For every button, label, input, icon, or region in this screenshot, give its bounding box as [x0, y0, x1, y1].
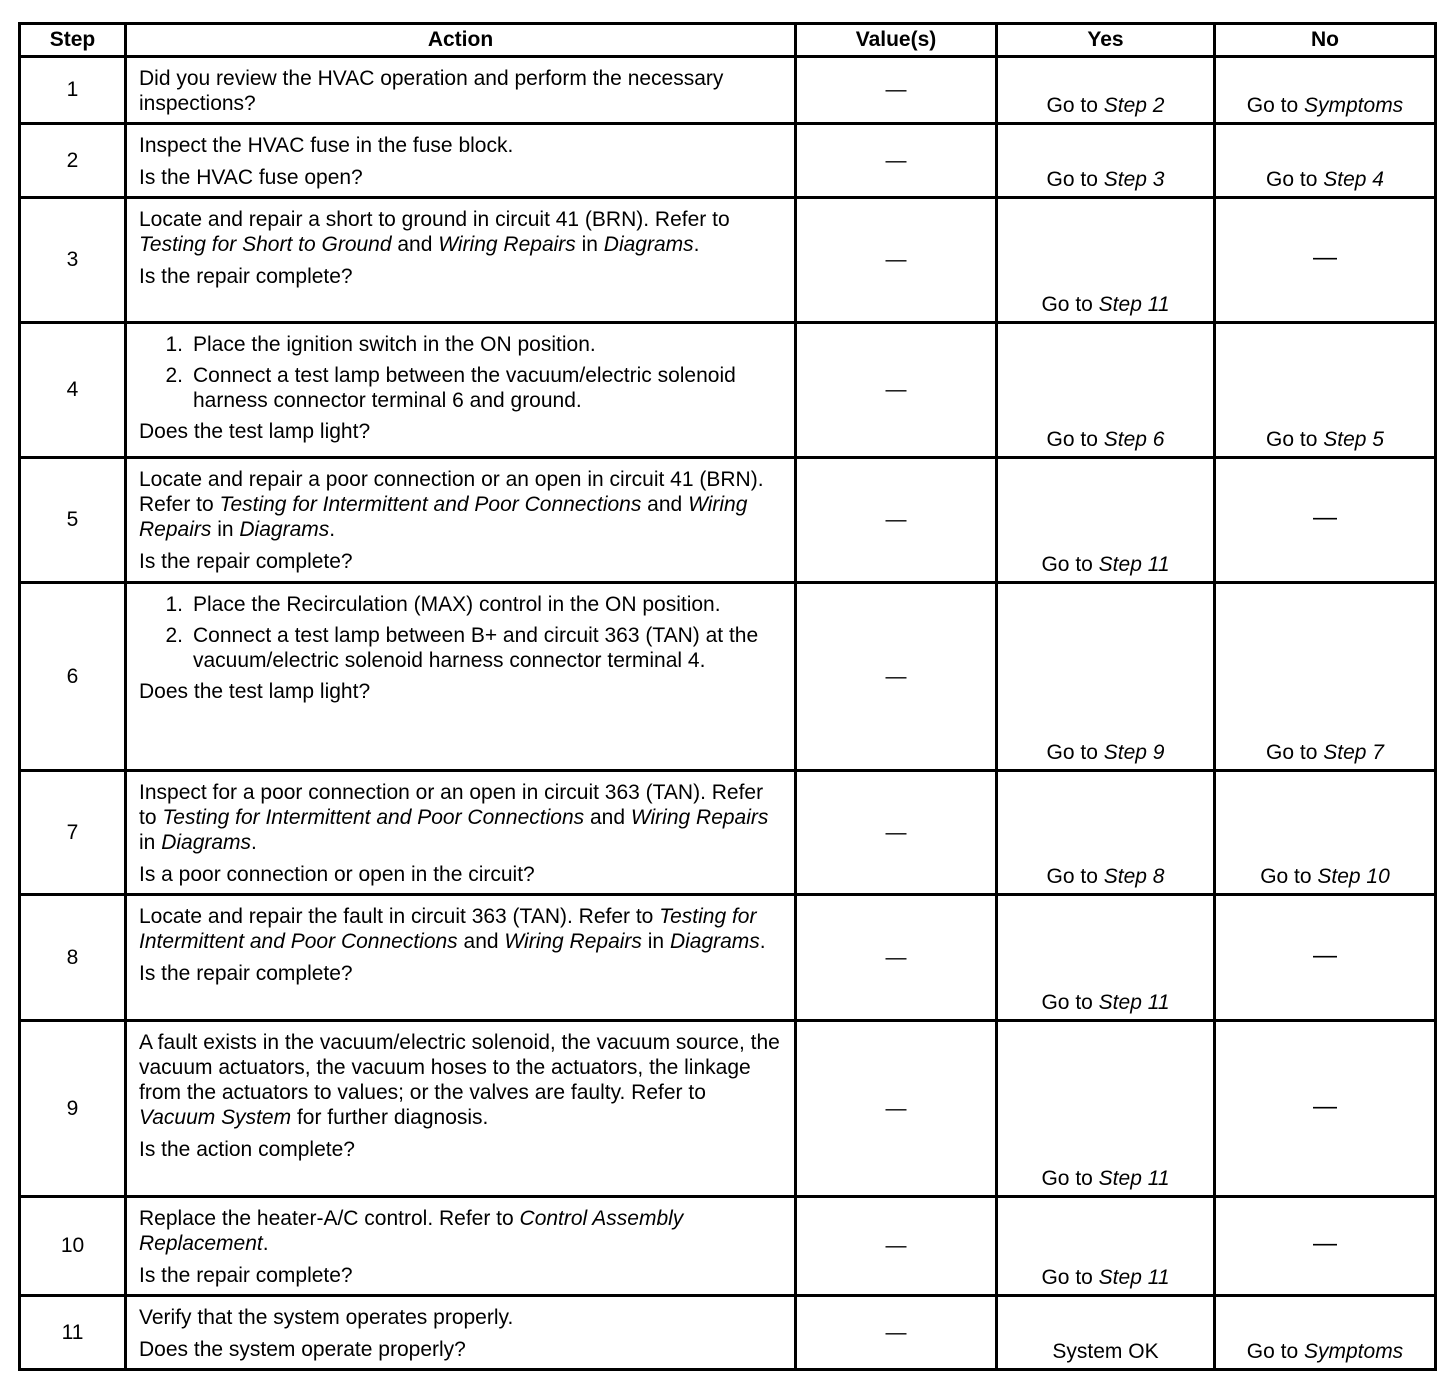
no-cell: Go to Step 5 — [1215, 323, 1436, 458]
table-row — [20, 1021, 1436, 1197]
no-cell: Go to Symptoms — [1215, 1296, 1436, 1370]
yes-cell: Go to Step 11 — [997, 895, 1215, 1021]
action-instruction: Connect a test lamp between the vacuum/electric solenoid harness connector terminal 6 and ground. — [193, 364, 736, 412]
action-instruction: Place the Recirculation (MAX) control in the ON position. — [193, 593, 721, 616]
yes-cell: Go to Step 9 — [997, 583, 1215, 771]
no-cell: — — [1215, 895, 1436, 1021]
action-question: Is a poor connection or open in the circuit? — [139, 863, 535, 886]
action-instruction: Connect a test lamp between B+ and circuit 363 (TAN) at the vacuum/electric solenoid harness connector terminal 4. — [193, 624, 759, 672]
action-cell — [126, 198, 796, 323]
no-cell: Go to Step 10 — [1215, 771, 1436, 895]
yes-cell: Go to Step 11 — [997, 198, 1215, 323]
value-cell: — — [796, 895, 997, 1021]
table-row — [20, 458, 1436, 583]
table-row — [20, 895, 1436, 1021]
no-cell: — — [1215, 1021, 1436, 1197]
table-row — [20, 198, 1436, 323]
action-cell — [126, 323, 796, 458]
action-text: Verify that the system operates properly. — [139, 1306, 514, 1329]
action-cell — [126, 1197, 796, 1296]
action-list-item — [139, 363, 784, 413]
step-number: 6 — [20, 583, 126, 771]
step-number: 5 — [20, 458, 126, 583]
list-number: 1. — [165, 593, 183, 616]
yes-cell: Go to Step 11 — [997, 1197, 1215, 1296]
diagnostic-table — [18, 22, 1437, 1371]
action-cell — [126, 124, 796, 198]
action-text: Replace the heater-A/C control. Refer to Control Assembly Replacement. — [139, 1207, 684, 1255]
list-number: 2. — [165, 624, 183, 647]
value-cell: — — [796, 57, 997, 124]
value-cell: — — [796, 458, 997, 583]
value-cell: — — [796, 771, 997, 895]
action-question: Is the repair complete? — [139, 550, 353, 573]
step-number: 3 — [20, 198, 126, 323]
value-cell: — — [796, 124, 997, 198]
no-cell: Go to Step 7 — [1215, 583, 1436, 771]
step-number: 7 — [20, 771, 126, 895]
action-list-item — [139, 623, 784, 673]
value-cell: — — [796, 1296, 997, 1370]
table-row — [20, 1197, 1436, 1296]
no-cell: — — [1215, 1197, 1436, 1296]
action-question: Does the test lamp light? — [139, 420, 371, 443]
yes-cell: Go to Step 11 — [997, 1021, 1215, 1197]
header-values: Value(s) — [796, 24, 997, 57]
value-cell: — — [796, 198, 997, 323]
action-question: Does the system operate properly? — [139, 1338, 466, 1361]
yes-cell: Go to Step 6 — [997, 323, 1215, 458]
step-number: 10 — [20, 1197, 126, 1296]
step-number: 11 — [20, 1296, 126, 1370]
step-number: 2 — [20, 124, 126, 198]
step-number: 9 — [20, 1021, 126, 1197]
action-question: Is the repair complete? — [139, 962, 353, 985]
list-number: 2. — [165, 364, 183, 387]
action-cell — [126, 458, 796, 583]
action-text: Inspect the HVAC fuse in the fuse block. — [139, 134, 514, 157]
action-list-item — [139, 592, 784, 617]
table-row — [20, 771, 1436, 895]
action-text: Locate and repair a short to ground in circuit 41 (BRN). Refer to Testing for Short to Ground and Wiring Repairs in Diagrams. — [139, 208, 730, 256]
action-cell — [126, 57, 796, 124]
header-action: Action — [126, 24, 796, 57]
value-cell: — — [796, 323, 997, 458]
yes-cell: Go to Step 2 — [997, 57, 1215, 124]
step-number: 1 — [20, 57, 126, 124]
value-cell: — — [796, 1021, 997, 1197]
yes-cell: Go to Step 3 — [997, 124, 1215, 198]
action-text: Inspect for a poor connection or an open in circuit 363 (TAN). Refer to Testing for Intermittent and Poor Connections and Wiring Repairs in Diagrams. — [139, 781, 769, 854]
table-row — [20, 583, 1436, 771]
table-row — [20, 1296, 1436, 1370]
yes-cell: Go to Step 8 — [997, 771, 1215, 895]
table-row — [20, 124, 1436, 198]
action-question: Is the HVAC fuse open? — [139, 166, 363, 189]
action-list-item — [139, 332, 784, 357]
value-cell: — — [796, 1197, 997, 1296]
no-cell: — — [1215, 198, 1436, 323]
action-instruction: Place the ignition switch in the ON position. — [193, 333, 596, 356]
header-yes: Yes — [997, 24, 1215, 57]
no-cell: — — [1215, 458, 1436, 583]
action-question: Does the test lamp light? — [139, 680, 371, 703]
action-cell — [126, 771, 796, 895]
action-cell — [126, 895, 796, 1021]
value-cell: — — [796, 583, 997, 771]
action-cell — [126, 1296, 796, 1370]
action-text: Locate and repair a poor connection or an open in circuit 41 (BRN). Refer to Testing for Intermittent and Poor Connections and Wiring Repairs in Diagrams. — [139, 468, 764, 541]
step-number: 8 — [20, 895, 126, 1021]
yes-cell: Go to Step 11 — [997, 458, 1215, 583]
action-question: Is the action complete? — [139, 1138, 355, 1161]
action-question: Is the repair complete? — [139, 1264, 353, 1287]
action-cell — [126, 1021, 796, 1197]
step-number: 4 — [20, 323, 126, 458]
action-question: Is the repair complete? — [139, 265, 353, 288]
header-step: Step — [20, 24, 126, 57]
action-text: Did you review the HVAC operation and perform the necessary inspections? — [139, 67, 724, 115]
action-text: Locate and repair the fault in circuit 363 (TAN). Refer to Testing for Intermittent and Poor Connections and Wiring Repairs in Diagrams. — [139, 905, 766, 953]
header-no: No — [1215, 24, 1436, 57]
yes-cell: System OK — [997, 1296, 1215, 1370]
list-number: 1. — [165, 333, 183, 356]
action-text: A fault exists in the vacuum/electric solenoid, the vacuum source, the vacuum actuators, the vacuum hoses to the actuators, the linkage from the actuators to values; or the valves are faulty. Refer to Vacuum System for further diagnosis. — [139, 1031, 780, 1129]
table-row — [20, 323, 1436, 458]
no-cell: Go to Symptoms — [1215, 57, 1436, 124]
header-row — [20, 24, 1436, 57]
table-row — [20, 57, 1436, 124]
no-cell: Go to Step 4 — [1215, 124, 1436, 198]
action-cell — [126, 583, 796, 771]
